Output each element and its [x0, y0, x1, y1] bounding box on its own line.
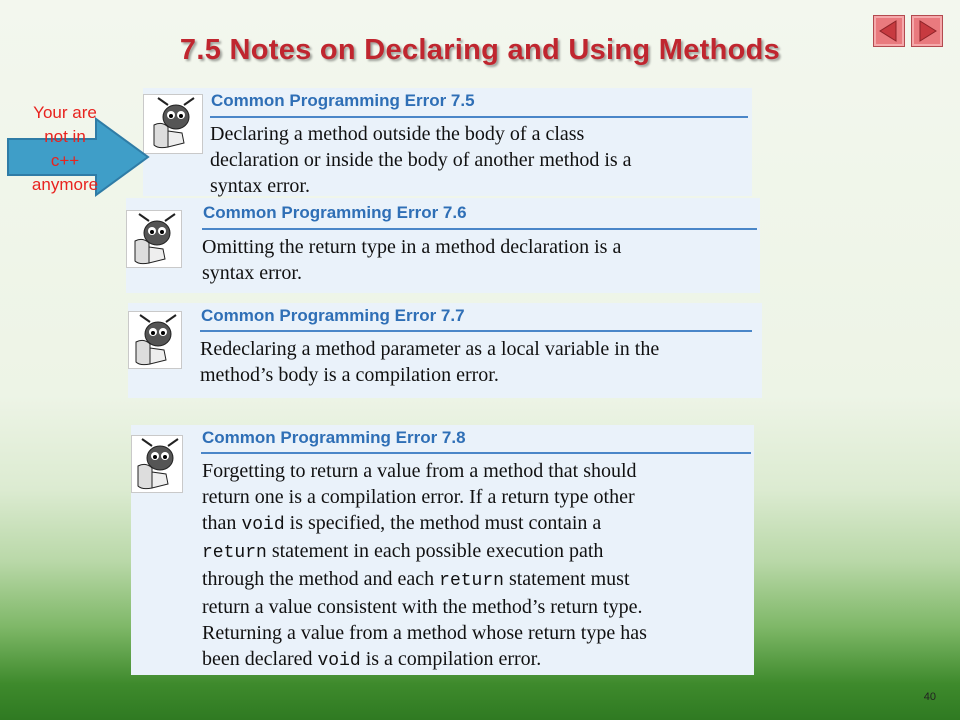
side-note [10, 101, 120, 197]
error-body [202, 234, 758, 286]
error-line [202, 510, 752, 538]
text-run: Returning a value from a method whose return type has [202, 622, 647, 644]
heading-divider [200, 330, 752, 332]
previous-slide-button[interactable] [873, 15, 905, 47]
error-line: syntax error. [202, 262, 302, 284]
error-line: Omitting the return type in a method declaration is a [202, 236, 622, 258]
error-line: method’s body is a compilation error. [200, 364, 499, 386]
error-line: declaration or inside the body of another method is a [210, 149, 632, 171]
text-run: statement must [503, 568, 630, 590]
error-body [210, 121, 750, 199]
left-triangle-icon [874, 16, 904, 46]
error-line [202, 484, 752, 510]
code-keyword: void [317, 651, 361, 671]
side-note-line: c++ [50, 151, 80, 170]
bug-thumbs-down-icon [128, 311, 182, 369]
text-run: statement in each possible execution path [266, 540, 604, 562]
text-run: is specified, the method must contain a [284, 512, 602, 534]
error-body [202, 458, 752, 674]
text-run: is a compilation error. [360, 648, 542, 670]
error-line: Declaring a method outside the body of a class [210, 123, 585, 145]
heading-divider [210, 116, 748, 118]
error-card-7-5 [143, 88, 752, 196]
error-heading: Common Programming Error 7.5 [211, 91, 475, 110]
slide-title: 7.5 Notes on Declaring and Using Methods [179, 34, 781, 66]
error-heading: Common Programming Error 7.6 [203, 203, 467, 222]
error-card-7-8 [131, 425, 754, 675]
error-heading: Common Programming Error 7.7 [201, 306, 465, 325]
error-line: Redeclaring a method parameter as a local variable in the [200, 338, 660, 360]
error-line [202, 646, 752, 674]
error-line [202, 620, 752, 646]
side-note-line: Your are [33, 103, 97, 122]
code-keyword: void [241, 515, 285, 535]
heading-divider [202, 228, 757, 230]
error-line: syntax error. [210, 175, 310, 197]
heading-divider [201, 452, 751, 454]
side-note-line: anymore [31, 175, 99, 194]
text-run: return a value consistent with the method’s return type. [202, 596, 643, 618]
text-run: return one is a compilation error. If a return type other [202, 486, 635, 508]
text-run: than [202, 512, 242, 534]
side-note-line: not in [44, 127, 86, 146]
bug-thumbs-down-icon [126, 210, 182, 268]
right-triangle-icon [912, 16, 942, 46]
bug-thumbs-down-icon [143, 94, 203, 154]
error-body [200, 336, 756, 388]
error-line [202, 538, 752, 566]
error-card-7-6 [126, 198, 760, 293]
text-run: been declared [202, 648, 318, 670]
error-line [202, 566, 752, 594]
error-card-7-7 [128, 303, 762, 398]
code-keyword: return [202, 543, 267, 563]
next-slide-button[interactable] [911, 15, 943, 47]
error-line [202, 594, 752, 620]
text-run: through the method and each [202, 568, 440, 590]
bug-thumbs-down-icon [131, 435, 183, 493]
text-run: Forgetting to return a value from a method that should [202, 460, 637, 482]
page-number: 40 [923, 691, 936, 703]
error-heading: Common Programming Error 7.8 [202, 428, 466, 447]
code-keyword: return [439, 571, 504, 591]
error-line [202, 458, 752, 484]
